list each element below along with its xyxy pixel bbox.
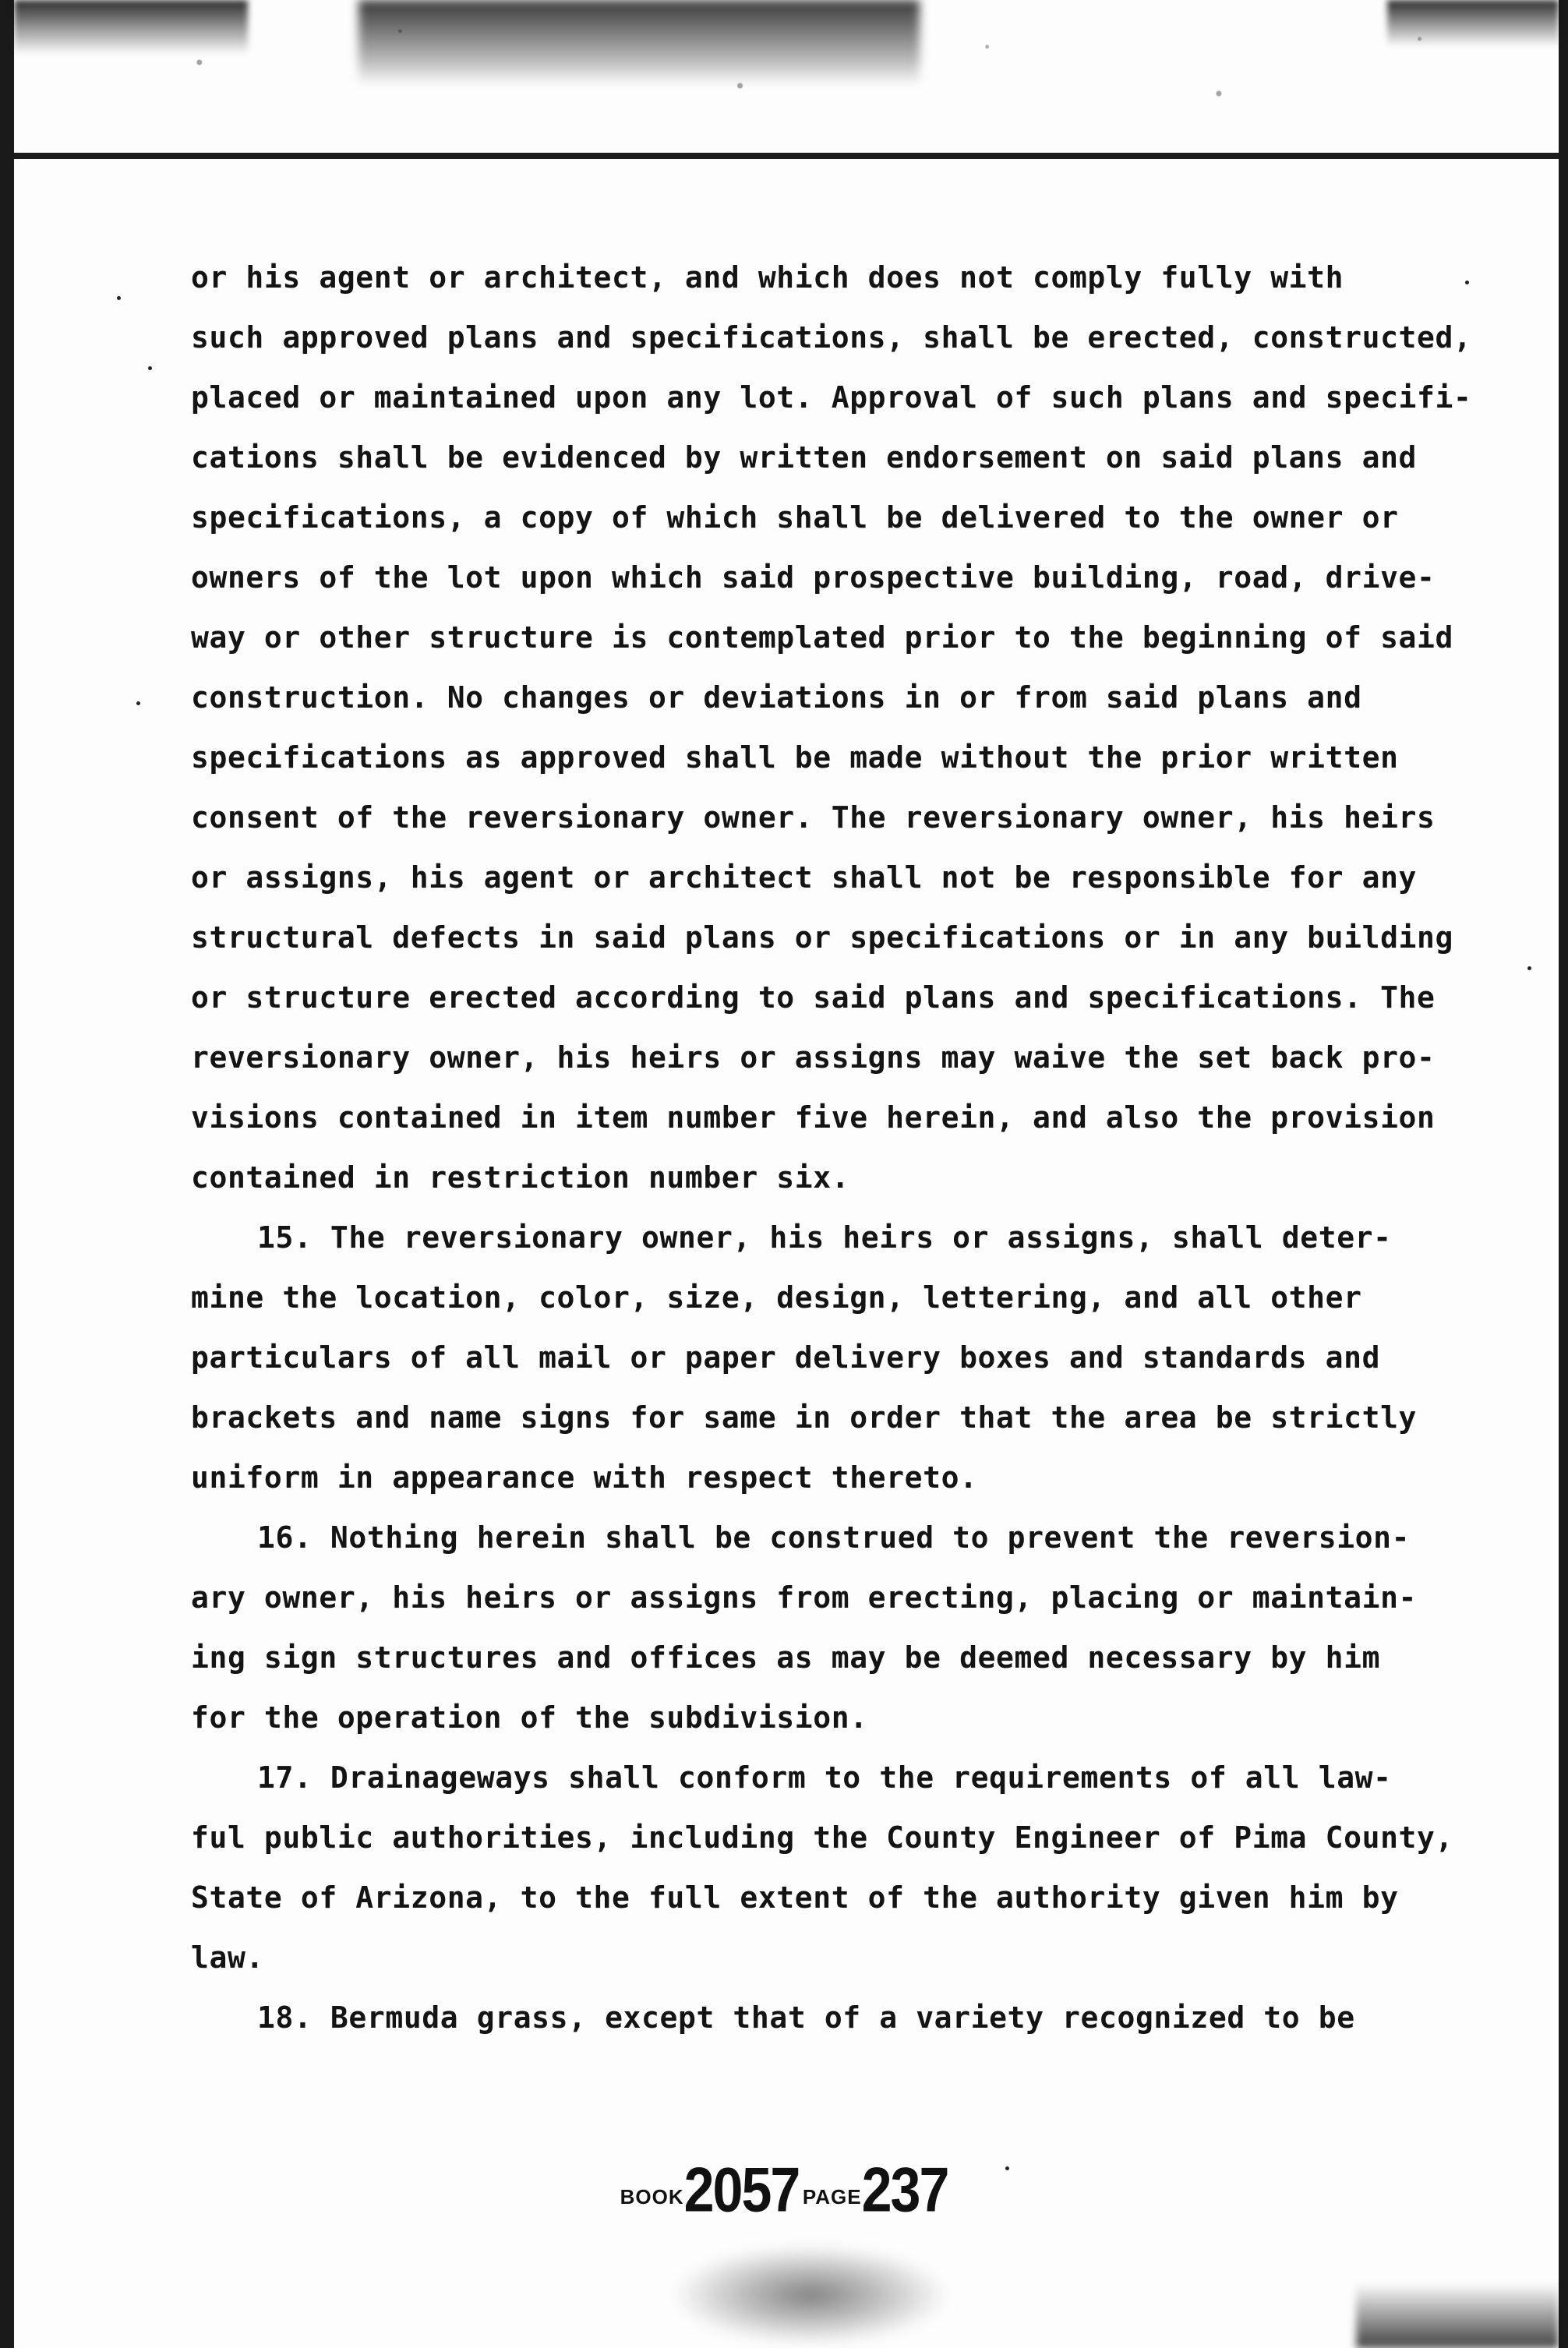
scan-speck (117, 296, 121, 300)
header-rule (14, 153, 1559, 159)
scan-smudge-bottom-right (1356, 2283, 1559, 2348)
text-line: way or other structure is contemplated prior to the beginning of said (191, 620, 1453, 655)
paragraph-17-start: 17. Drainageways shall conform to the requirements of all law- (257, 1760, 1392, 1795)
text-line: consent of the reversionary owner. The reversionary owner, his heirs (191, 800, 1436, 835)
document-body (191, 248, 1485, 2048)
text-line: particulars of all mail or paper delivery boxes and standards and (191, 1340, 1381, 1375)
text-line: uniform in appearance with respect thereto. (191, 1460, 978, 1495)
text-line: State of Arizona, to the full extent of the authority given him by (191, 1880, 1399, 1915)
scan-speck (1005, 2166, 1009, 2170)
text-line: brackets and name signs for same in order that the area be strictly (191, 1400, 1418, 1435)
text-line: or his agent or architect, and which does not comply fully with (191, 260, 1344, 295)
book-number: 2057 (683, 2155, 800, 2225)
text-line: specifications as approved shall be made without the prior written (191, 740, 1399, 775)
text-line: structural defects in said plans or specifications or in any building (191, 920, 1453, 955)
paragraph-15-start: 15. The reversionary owner, his heirs or assigns, shall deter- (257, 1220, 1392, 1255)
text-line: cations shall be evidenced by written endorsement on said plans and (191, 440, 1418, 475)
scan-speck (1527, 966, 1531, 970)
page-number: 237 (861, 2155, 948, 2225)
text-line: such approved plans and specifications, shall be erected, constructed, (191, 320, 1472, 355)
scan-smudge-top-left (14, 0, 248, 55)
text-line: reversionary owner, his heirs or assigns may waive the set back pro- (191, 1040, 1436, 1075)
text-line: construction. No changes or deviations in or from said plans and (191, 680, 1362, 715)
scan-edge-left (0, 0, 14, 2348)
scan-speck (1465, 281, 1469, 284)
scan-edge-right (1559, 0, 1568, 2348)
text-line: or assigns, his agent or architect shall not be responsible for any (191, 860, 1418, 895)
scan-smudge-top (358, 0, 920, 86)
text-line: contained in restriction number six. (191, 1160, 850, 1195)
paragraph-16-start: 16. Nothing herein shall be construed to prevent the reversion- (257, 1520, 1411, 1555)
text-line: or structure erected according to said plans and specifications. The (191, 980, 1436, 1015)
text-line: owners of the lot upon which said prospective building, road, drive- (191, 560, 1436, 595)
book-prefix: BOOK (620, 2185, 684, 2209)
text-line: ful public authorities, including the County Engineer of Pima County, (191, 1820, 1453, 1855)
recording-reference (0, 2155, 1568, 2225)
scan-smudge-top-right (1387, 0, 1559, 47)
scan-speck (148, 366, 152, 370)
scan-smudge-bottom (670, 2244, 951, 2346)
scan-speck (136, 701, 140, 705)
page-prefix: PAGE (802, 2185, 862, 2209)
text-line: mine the location, color, size, design, lettering, and all other (191, 1280, 1362, 1315)
text-line: for the operation of the subdivision. (191, 1700, 868, 1735)
text-line: law. (191, 1940, 264, 1975)
text-line: specifications, a copy of which shall be delivered to the owner or (191, 500, 1399, 535)
text-line: visions contained in item number five herein, and also the provision (191, 1100, 1436, 1135)
text-line: ing sign structures and offices as may be deemed necessary by him (191, 1640, 1381, 1675)
text-line: placed or maintained upon any lot. Approval of such plans and specifi- (191, 380, 1472, 415)
paragraph-18-start: 18. Bermuda grass, except that of a variety recognized to be (257, 2000, 1355, 2035)
text-line: ary owner, his heirs or assigns from erecting, placing or maintain- (191, 1580, 1418, 1615)
